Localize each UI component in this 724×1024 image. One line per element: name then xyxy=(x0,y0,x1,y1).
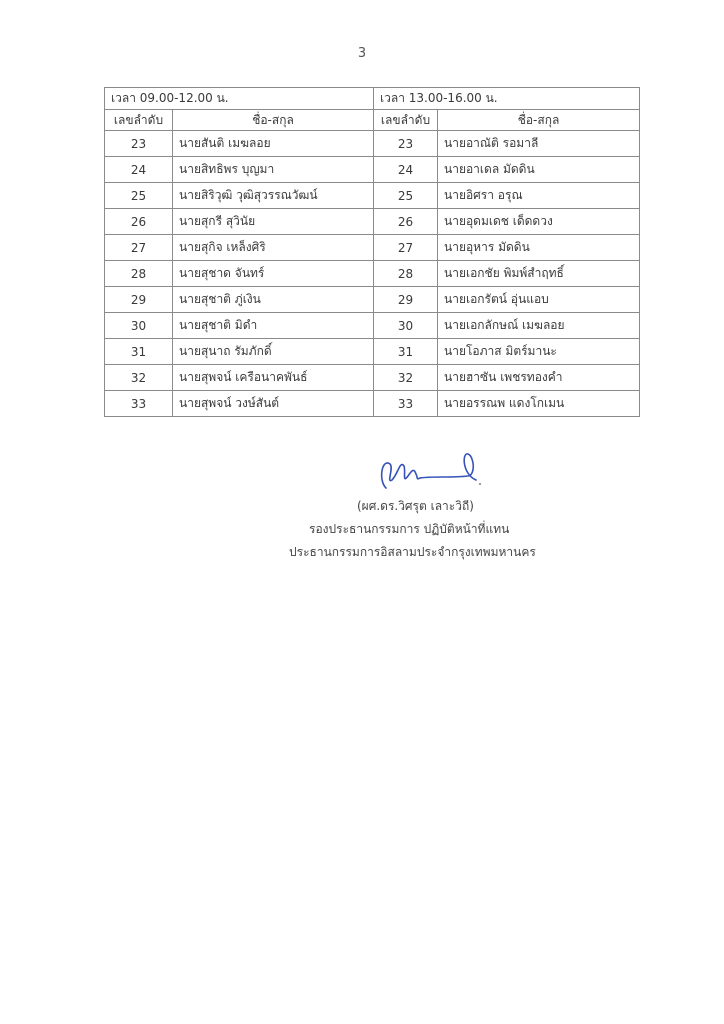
row-number-cell: 24 xyxy=(374,157,438,183)
schedule-table xyxy=(104,87,640,417)
row-number-cell: 31 xyxy=(105,339,173,365)
row-name-cell: นายสุชาติ ภู่เงิน xyxy=(173,287,374,313)
row-name-cell: นายสุชาติ มิดำ xyxy=(173,313,374,339)
signature-image xyxy=(364,450,484,500)
row-name-cell: นายเอกชัย พิมพ์สำฤทธิ์ xyxy=(438,261,640,287)
table-row xyxy=(105,235,640,261)
row-name-cell: นายอุหาร มัดดิน xyxy=(438,235,640,261)
row-number-cell: 28 xyxy=(374,261,438,287)
row-name-cell: นายอาเดล มัดดิน xyxy=(438,157,640,183)
row-name-cell: นายเอกลักษณ์ เมฆลอย xyxy=(438,313,640,339)
row-name-cell: นายสุนาถ รัมภักดิ์ xyxy=(173,339,374,365)
row-number-cell: 29 xyxy=(105,287,173,313)
row-name-cell: นายอุดมเดช เด็ดดวง xyxy=(438,209,640,235)
column-header-row xyxy=(105,110,640,131)
row-number-cell: 30 xyxy=(374,313,438,339)
row-name-cell: นายอาณัติ รอมาลี xyxy=(438,131,640,157)
row-name-cell: นายสุกรี สุวินัย xyxy=(173,209,374,235)
table-row xyxy=(105,391,640,417)
column-header-name: ชื่อ-สกุล xyxy=(173,110,374,131)
row-number-cell: 24 xyxy=(105,157,173,183)
row-number-cell: 27 xyxy=(374,235,438,261)
row-name-cell: นายสุชาด จันทร์ xyxy=(173,261,374,287)
table-row xyxy=(105,183,640,209)
signer-title-line2: ประธานกรรมการอิสลามประจำกรุงเทพมหานคร xyxy=(289,545,536,559)
row-name-cell: นายอิศรา อรุณ xyxy=(438,183,640,209)
row-number-cell: 31 xyxy=(374,339,438,365)
row-number-cell: 25 xyxy=(105,183,173,209)
page-number: 3 xyxy=(357,46,367,61)
table-row xyxy=(105,287,640,313)
signer-title-line1: รองประธานกรรมการ ปฏิบัติหน้าที่แทน xyxy=(309,522,510,536)
row-name-cell: นายโอภาส มิตร์มานะ xyxy=(438,339,640,365)
row-number-cell: 32 xyxy=(105,365,173,391)
table-row xyxy=(105,261,640,287)
morning-session-label: เวลา 09.00-12.00 น. xyxy=(105,88,374,110)
row-number-cell: 26 xyxy=(374,209,438,235)
row-name-cell: นายสุกิจ เหล็งศิริ xyxy=(173,235,374,261)
row-name-cell: นายเอกรัตน์ อุ่นแอบ xyxy=(438,287,640,313)
row-name-cell: นายสิทธิพร บุญมา xyxy=(173,157,374,183)
row-number-cell: 27 xyxy=(105,235,173,261)
column-header-number: เลขลำดับ xyxy=(374,110,438,131)
row-number-cell: 26 xyxy=(105,209,173,235)
row-number-cell: 23 xyxy=(374,131,438,157)
table-row xyxy=(105,339,640,365)
row-number-cell: 25 xyxy=(374,183,438,209)
afternoon-session-label: เวลา 13.00-16.00 น. xyxy=(374,88,640,110)
row-number-cell: 33 xyxy=(374,391,438,417)
table-row xyxy=(105,365,640,391)
table-row xyxy=(105,209,640,235)
column-header-number: เลขลำดับ xyxy=(105,110,173,131)
signer-name: (ผศ.ดร.วิศรุต เลาะวิถี) xyxy=(357,499,474,513)
row-name-cell: นายสุพจน์ วงษ์สันต์ xyxy=(173,391,374,417)
session-time-row xyxy=(105,88,640,110)
row-number-cell: 23 xyxy=(105,131,173,157)
column-header-name: ชื่อ-สกุล xyxy=(438,110,640,131)
row-number-cell: 32 xyxy=(374,365,438,391)
table-row xyxy=(105,157,640,183)
row-name-cell: นายฮาซัน เพชรทองคำ xyxy=(438,365,640,391)
table-row xyxy=(105,313,640,339)
row-name-cell: นายสิริวุฒิ วุฒิสุวรรณวัฒน์ xyxy=(173,183,374,209)
row-name-cell: นายสุพจน์ เครือนาคพันธ์ xyxy=(173,365,374,391)
row-number-cell: 30 xyxy=(105,313,173,339)
row-name-cell: นายอรรณพ แดงโกเมน xyxy=(438,391,640,417)
row-number-cell: 33 xyxy=(105,391,173,417)
row-number-cell: 28 xyxy=(105,261,173,287)
row-number-cell: 29 xyxy=(374,287,438,313)
row-name-cell: นายสันติ เมฆลอย xyxy=(173,131,374,157)
table-row xyxy=(105,131,640,157)
